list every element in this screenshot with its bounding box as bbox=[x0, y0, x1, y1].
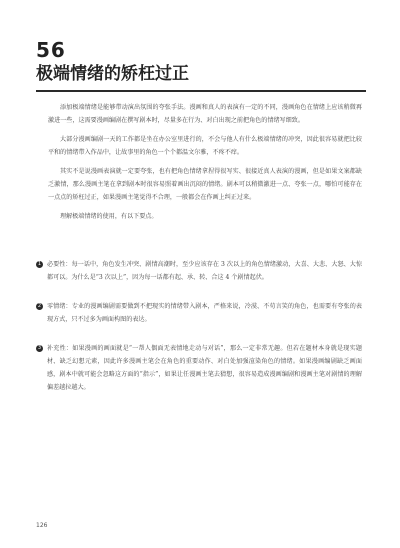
number-badge: 2 bbox=[37, 303, 42, 309]
chapter-heading bbox=[36, 40, 366, 84]
number-badge: 1 bbox=[37, 261, 42, 267]
key-point-text: 零情绪：专业的漫画编剧需要做到不把现实的情绪带入剧本，严格来说，冷漠、不苟言笑的角色，也需要有夸张的表现方式，只不过多为画面构图的表达。 bbox=[47, 303, 362, 323]
key-points-list bbox=[36, 258, 362, 394]
title-divider bbox=[36, 90, 366, 92]
chapter-title: 极端情绪的矫枉过正 bbox=[36, 64, 189, 84]
paragraph: 大部分漫画编剧一天的工作都是坐在办公室里进行的，不会与他人有什么极端情绪的冲突，因此很容易就把比较平和的情绪带入作品中，让故事里的角色一个个都温文尔雅，不疼不痒。 bbox=[48, 136, 362, 156]
key-point bbox=[36, 300, 362, 326]
paragraph: 理解极端情绪的使用，有以下要点。 bbox=[60, 213, 158, 220]
chapter-number: 56 bbox=[36, 38, 66, 62]
key-point bbox=[36, 258, 362, 284]
paragraph: 添加极端情绪是能够带动演出氛围的夸张手法。漫画和真人的表演有一定的不同，漫画角色在情绪上应该稍微再激进一些，这需要漫画编剧在撰写剧本时，尽量多在行为、对白出现之前把角色的情绪写细致。 bbox=[48, 104, 362, 124]
key-point-text: 补充性：如果漫画的画面就是“一帮人偶面无表情地走动与对话”，那么一定非常无趣。但若在题材本身就是现实题材、缺乏幻想元素，因此许多漫画主笔会在角色的重要动作、对白处加强渲染角色的情绪。如果漫画编剧缺乏画面感，剧本中就可能会忽略这方面的“指示”，如果让任漫画主笔去猜想，很容易造成漫画编剧和漫画主笔对剧情的理解偏差越拉越大。 bbox=[47, 345, 362, 391]
key-point-text: 必要性：每一话中，角色发生冲突、剧情高潮时，至少应该存在 3 次以上的角色情绪激动，大喜、大悲、大怒、大惊都可以。为什么是“3 次以上”，因为每一话都有起、承、转、合这 4 个剧情起伏。 bbox=[47, 261, 362, 281]
page-number: 126 bbox=[36, 522, 48, 529]
number-badge: 3 bbox=[37, 345, 42, 351]
paragraph: 其实不是说漫画表演就一定要夸张，也有把角色情绪拿捏得很写实、很接近真人表演的漫画，但是如果文案都缺乏激情，那么漫画主笔在拿到剧本时很容易照着画出沉闷的情绪。剧本可以稍微激进一点、夸张一点，哪怕可能存在一点点的矫枉过正，如果漫画主笔觉得不合理，一般都会在作画上纠正过来。 bbox=[48, 168, 362, 201]
key-point bbox=[36, 342, 362, 394]
body-text bbox=[48, 101, 362, 223]
